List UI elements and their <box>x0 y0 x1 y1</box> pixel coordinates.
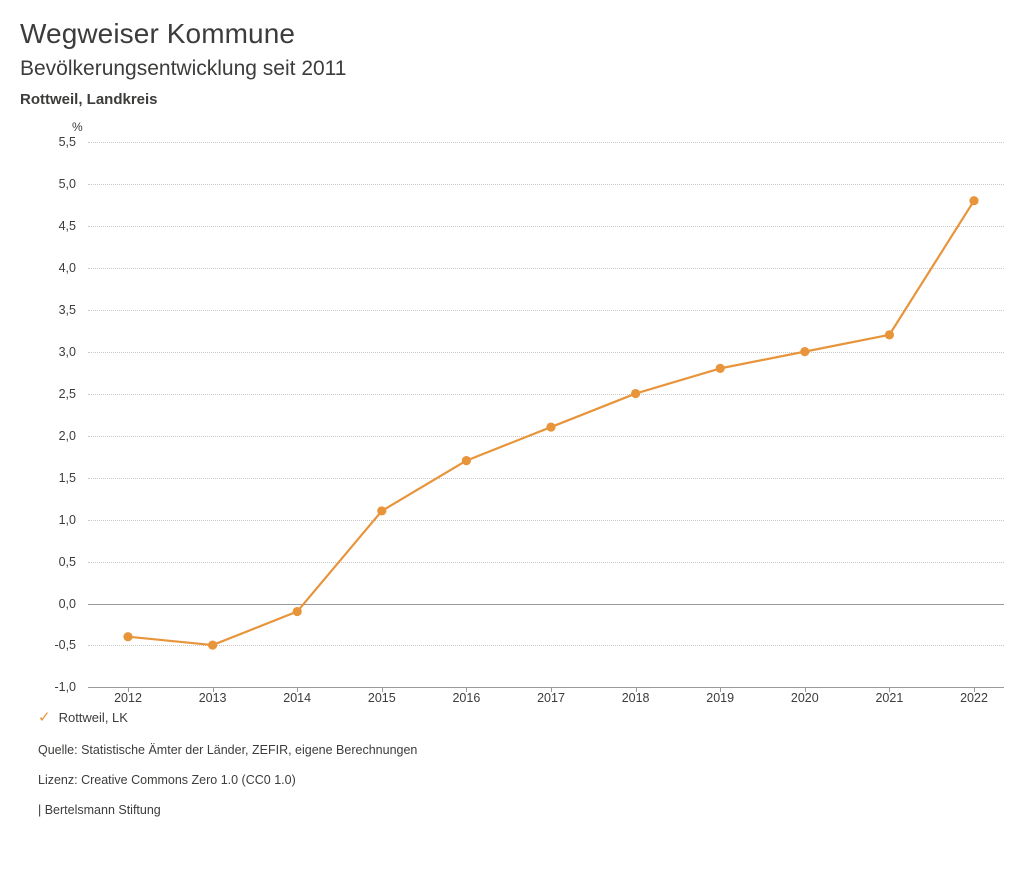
x-axis-tick-label: 2020 <box>790 691 819 706</box>
y-axis-tick-label: 4,5 <box>58 219 76 234</box>
data-point <box>123 632 132 641</box>
data-point <box>293 607 302 616</box>
y-axis-tick-label: -1,0 <box>54 680 76 695</box>
x-axis-labels <box>88 691 1004 715</box>
x-axis-tick-label: 2019 <box>706 691 735 706</box>
y-axis-tick-label: 5,5 <box>58 135 76 150</box>
x-axis-tick-label: 2015 <box>367 691 396 706</box>
x-axis-tick-label: 2017 <box>537 691 565 706</box>
y-axis-labels <box>20 135 82 695</box>
series-rottweil-lk <box>88 142 1004 687</box>
publisher-note: | Bertelsmann Stiftung <box>38 803 161 818</box>
y-axis-tick-label: 1,0 <box>58 512 76 527</box>
legend-item-label: Rottweil, LK <box>58 710 128 726</box>
data-point <box>462 456 471 465</box>
data-point <box>969 196 978 205</box>
x-axis-tick-label: 2016 <box>452 691 481 706</box>
y-axis-tick-label: 4,0 <box>58 261 76 276</box>
x-axis-tick-label: 2014 <box>283 691 312 706</box>
y-axis-tick-label: 3,5 <box>58 303 76 318</box>
y-axis-tick-label: 2,5 <box>58 386 76 401</box>
x-axis-tick-label: 2012 <box>114 691 142 706</box>
x-axis-tick-label: 2013 <box>198 691 227 706</box>
x-axis-line <box>88 687 1004 688</box>
data-point <box>885 331 894 340</box>
y-axis-tick-label: 1,5 <box>58 470 76 485</box>
check-icon: ✓ <box>38 709 51 727</box>
x-axis-tick-label: 2018 <box>621 691 650 706</box>
data-point <box>208 641 217 650</box>
data-point <box>546 423 555 432</box>
y-axis-tick-label: 2,0 <box>58 428 76 443</box>
y-axis-tick-label: 3,0 <box>58 344 76 359</box>
license-note: Lizenz: Creative Commons Zero 1.0 (CC0 1.0) <box>38 773 296 788</box>
y-axis-tick-label: 0,5 <box>58 554 76 569</box>
page-subtitle: Bevölkerungsentwicklung seit 2011 <box>20 57 347 81</box>
line-chart <box>20 116 1004 706</box>
y-axis-tick-label: 0,0 <box>58 596 76 611</box>
plot-area <box>88 142 1004 687</box>
chart-footer <box>20 743 1004 817</box>
x-axis-tick-label: 2021 <box>875 691 904 706</box>
y-axis-tick-label: 5,0 <box>58 177 76 192</box>
y-axis-tick-label: -0,5 <box>54 638 76 653</box>
region-label: Rottweil, Landkreis <box>20 91 158 109</box>
y-axis-unit: % <box>72 120 83 135</box>
data-point <box>716 364 725 373</box>
page-title: Wegweiser Kommune <box>20 18 296 49</box>
data-point <box>631 389 640 398</box>
source-note: Quelle: Statistische Ämter der Länder, ZEFIR, eigene Berechnungen <box>38 743 418 758</box>
x-axis-tick-label: 2022 <box>960 691 988 706</box>
data-point <box>800 347 809 356</box>
data-point <box>377 507 386 516</box>
